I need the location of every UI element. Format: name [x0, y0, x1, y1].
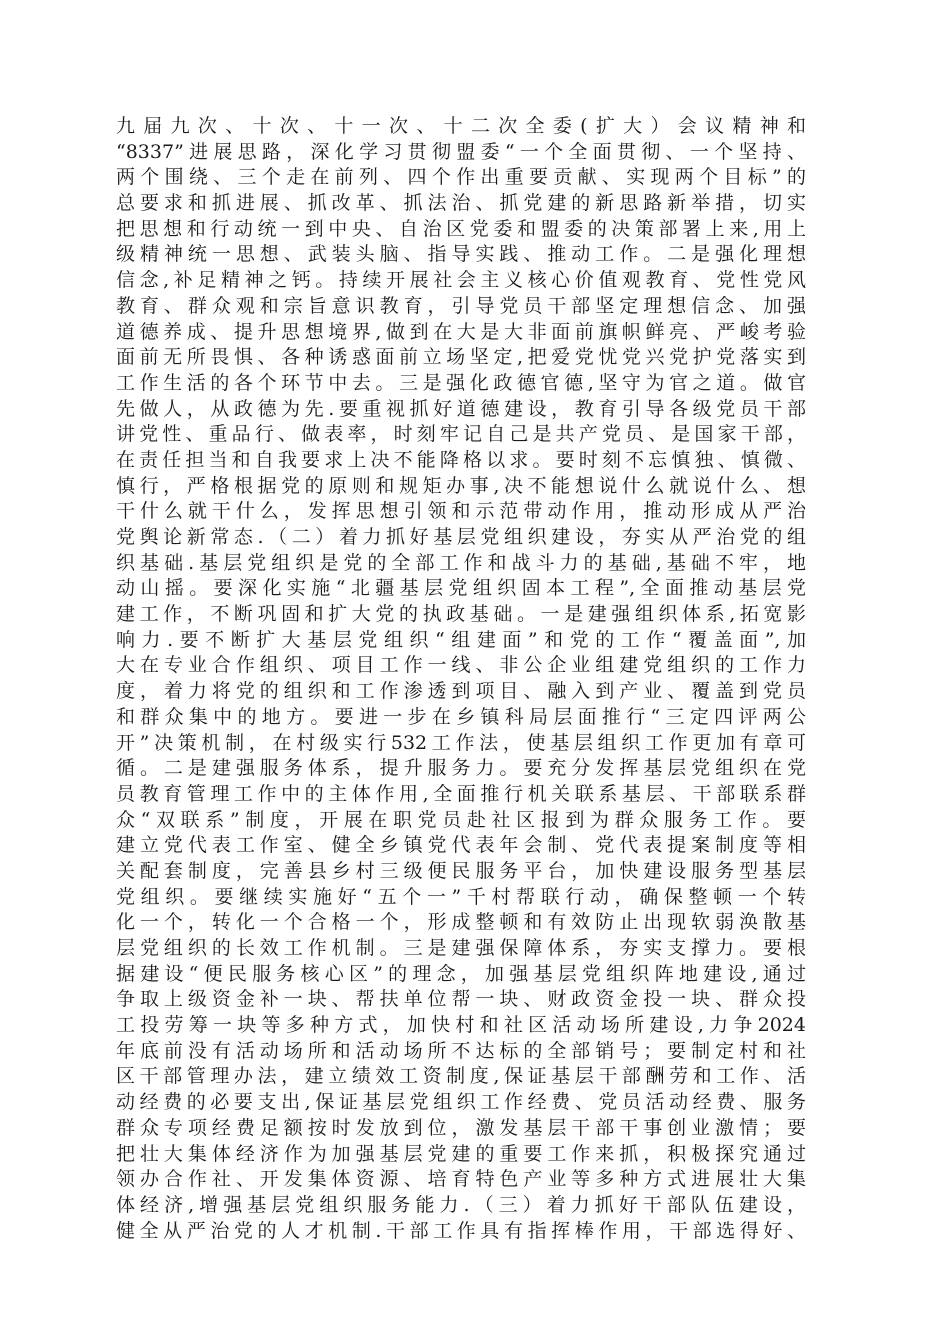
body-text — [116, 114, 806, 1244]
text-line: 动山摇。要深化实施“北疆基层党组织固本工程”,全面推动基层党 — [116, 577, 806, 600]
text-line: 党舆论新常态.（二）着力抓好基层党组织建设，夯实从严治党的组 — [116, 526, 806, 548]
text-line: 慎行，严格根据党的原则和规矩办事,决不能想说什么就说什么、想 — [116, 474, 806, 497]
text-line: 和群众集中的地方。要进一步在乡镇科局层面推行“三定四评两公 — [116, 705, 806, 728]
text-line: 年底前没有活动场所和活动场所不达标的全部销号；要制定村和社 — [116, 1039, 806, 1062]
text-line: 信念,补足精神之钙。持续开展社会主义核心价值观教育、党性党风 — [116, 269, 806, 292]
text-line: 关配套制度，完善县乡村三级便民服务平台，加快建设服务型基层 — [116, 859, 806, 882]
text-line: 先做人，从政德为先.要重视抓好道德建设，教育引导各级党员干部 — [116, 397, 806, 420]
text-line: 循。二是建强服务体系，提升服务力。要充分发挥基层党组织在党 — [116, 757, 806, 780]
text-line: 动经费的必要支出,保证基层党组织工作经费、党员活动经费、服务 — [116, 1091, 806, 1114]
text-line: 大在专业合作组织、项目工作一线、非公企业组建党组织的工作力 — [116, 654, 806, 677]
text-line: 争取上级资金补一块、帮扶单位帮一块、财政资金投一块、群众投 — [116, 988, 806, 1011]
text-line: 响力.要不断扩大基层党组织“组建面”和党的工作“覆盖面”,加 — [116, 628, 806, 651]
text-line: 据建设“便民服务核心区”的理念，加强基层党组织阵地建设,通过 — [116, 962, 806, 985]
text-line: 层党组织的长效工作机制。三是建强保障体系，夯实支撑力。要根 — [116, 937, 806, 959]
text-line: 织基础.基层党组织是党的全部工作和战斗力的基础,基础不牢，地 — [116, 551, 806, 574]
text-line: 干什么就干什么，发挥思想引领和示范带动作用，推动形成从严治 — [116, 500, 806, 523]
text-line: 员教育管理工作中的主体作用,全面推行机关联系基层、干部联系群 — [116, 782, 806, 805]
text-line: 区干部管理办法，建立绩效工资制度,保证基层干部酬劳和工作、活 — [116, 1065, 806, 1088]
text-line: 化一个，转化一个合格一个，形成整顿和有效防止出现软弱涣散基 — [116, 911, 806, 934]
text-line: 领办合作社、开发集体资源、培育特色产业等多种方式进展壮大集 — [116, 1168, 806, 1191]
text-line: 讲党性、重品行、做表率，时刻牢记自己是共产党员、是国家干部， — [116, 423, 806, 446]
text-line: 众“双联系”制度，开展在职党员赴社区报到为群众服务工作。要 — [116, 808, 806, 831]
text-line: 面前无所畏惧、各种诱惑面前立场坚定,把爱党忧党兴党护党落实到 — [116, 346, 806, 369]
text-line: “8337”进展思路，深化学习贯彻盟委“一个全面贯彻、一个坚持、 — [116, 140, 806, 163]
text-line: 工作生活的各个环节中去。三是强化政德官德,坚守为官之道。做官 — [116, 371, 806, 394]
text-line: 工投劳筹一块等多种方式，加快村和社区活动场所建设,力争2024 — [116, 1014, 806, 1037]
text-line: 开”决策机制，在村级实行532工作法，使基层组织工作更加有章可 — [116, 731, 806, 754]
text-line: 建工作，不断巩固和扩大党的执政基础。一是建强组织体系,拓宽影 — [116, 603, 806, 626]
text-line: 把思想和行动统一到中央、自治区党委和盟委的决策部署上来,用上 — [116, 217, 806, 240]
text-line: 健全从严治党的人才机制.干部工作具有指挥棒作用，干部选得好、 — [116, 1219, 806, 1242]
text-line: 两个围绕、三个走在前列、四个作出重要贡献、实现两个目标”的 — [116, 166, 806, 189]
text-line: 群众专项经费足额按时发放到位，激发基层干部干事创业激情；要 — [116, 1116, 806, 1139]
text-line: 九届九次、十次、十一次、十二次全委(扩大）会议精神和 — [116, 115, 806, 137]
text-line: 在责任担当和自我要求上决不能降格以求。要时刻不忘慎独、慎微、 — [116, 448, 806, 471]
text-line: 建立党代表工作室、健全乡镇党代表年会制、党代表提案制度等相 — [116, 834, 806, 857]
text-line: 教育、群众观和宗旨意识教育，引导党员干部坚定理想信念、加强 — [116, 294, 806, 317]
text-line: 把壮大集体经济作为加强基层党建的重要工作来抓，积极探究通过 — [116, 1142, 806, 1165]
text-line: 体经济,增强基层党组织服务能力.（三）着力抓好干部队伍建设， — [116, 1193, 806, 1216]
text-line: 级精神统一思想、武装头脑、指导实践、推动工作。二是强化理想 — [116, 243, 806, 266]
text-line: 党组织。要继续实施好“五个一”千村帮联行动，确保整顿一个转 — [116, 885, 806, 908]
text-line: 度，着力将党的组织和工作渗透到项目、融入到产业、覆盖到党员 — [116, 680, 806, 703]
text-line: 道德养成、提升思想境界,做到在大是大非面前旗帜鲜亮、严峻考验 — [116, 320, 806, 343]
text-line: 总要求和抓进展、抓改革、抓法治、抓党建的新思路新举措，切实 — [116, 192, 806, 215]
